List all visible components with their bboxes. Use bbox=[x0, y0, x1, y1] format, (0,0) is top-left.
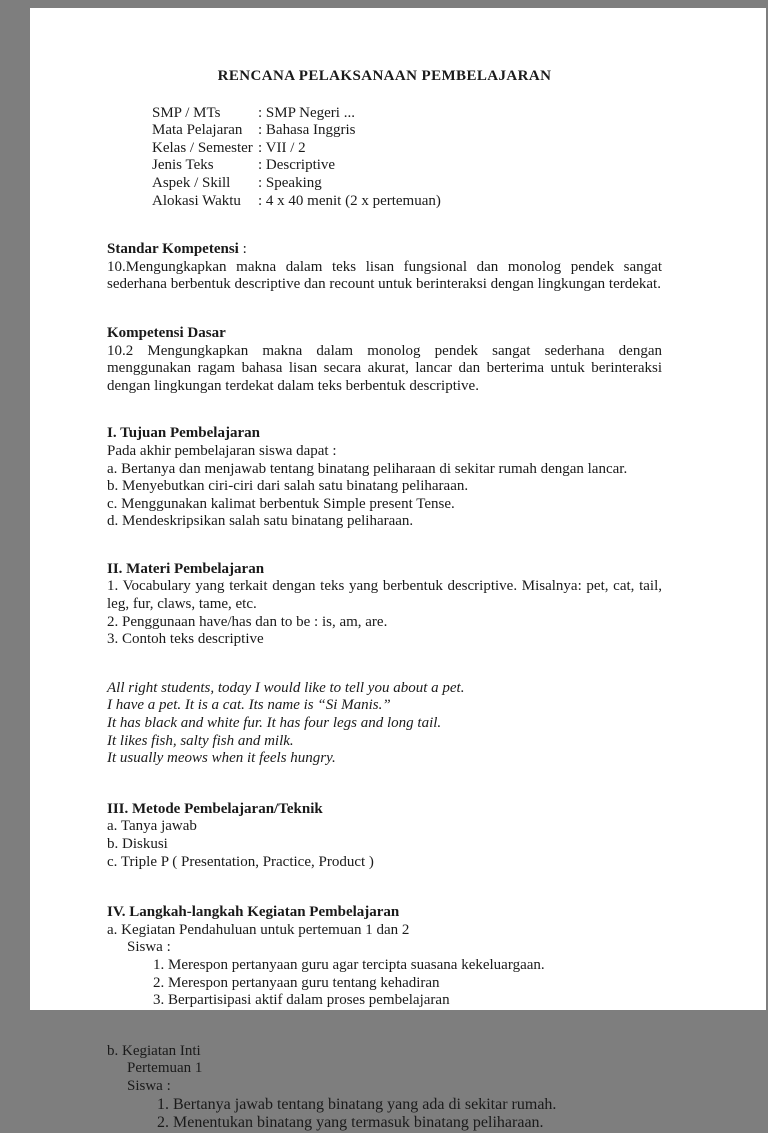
info-label: Jenis Teks bbox=[152, 157, 214, 174]
tujuan-intro: Pada akhir pembelajaran siswa dapat : bbox=[107, 442, 337, 459]
info-value: : Descriptive bbox=[258, 157, 336, 174]
tujuan-item: a. Bertanya dan menjawab tentang binatang peliharaan di sekitar rumah dengan lancar. bbox=[107, 460, 628, 477]
section-heading: II. Materi Pembelajaran bbox=[107, 560, 265, 577]
info-value: : SMP Negeri ... bbox=[258, 104, 355, 121]
metode-item: a. Tanya jawab bbox=[107, 818, 197, 835]
heading-suffix: : bbox=[238, 241, 247, 258]
section-heading: I. Tujuan Pembelajaran bbox=[107, 425, 260, 442]
section-standar-kompetensi bbox=[107, 241, 662, 294]
section-kompetensi-dasar bbox=[107, 325, 662, 395]
info-row-school bbox=[152, 105, 662, 123]
materi-item: 3. Contoh teks descriptive bbox=[107, 631, 264, 648]
info-row-skill bbox=[152, 175, 662, 193]
descriptive-text-example bbox=[107, 680, 662, 768]
example-line: It usually meows when it feels hungry. bbox=[107, 750, 336, 767]
document-page bbox=[30, 8, 766, 1132]
langkah-b-sub1: Pertemuan 1 bbox=[127, 1060, 203, 1077]
metode-item: c. Triple P ( Presentation, Practice, Product ) bbox=[107, 853, 374, 870]
info-value: : 4 x 40 menit (2 x pertemuan) bbox=[258, 192, 441, 209]
info-label: Mata Pelajaran bbox=[152, 122, 243, 139]
info-value: : Speaking bbox=[258, 174, 322, 191]
section-langkah bbox=[107, 904, 662, 1132]
example-line: It has black and white fur. It has four legs and long tail. bbox=[107, 715, 442, 732]
metode-item: b. Diskusi bbox=[107, 836, 168, 852]
tujuan-item: d. Mendeskripsikan salah satu binatang peliharaan. bbox=[107, 513, 414, 530]
document-title: RENCANA PELAKSANAAN PEMBELAJARAN bbox=[217, 68, 552, 84]
tujuan-item: c. Menggunakan kalimat berbentuk Simple present Tense. bbox=[107, 495, 455, 512]
info-label: Aspek / Skill bbox=[152, 174, 231, 191]
section-tujuan bbox=[107, 425, 662, 531]
info-label: Kelas / Semester bbox=[152, 139, 253, 156]
info-label: SMP / MTs bbox=[152, 104, 221, 121]
langkah-b-sub2: Siswa : bbox=[127, 1077, 171, 1094]
langkah-a-sub: Siswa : bbox=[127, 939, 171, 956]
tujuan-item: b. Menyebutkan ciri-ciri dari salah satu binatang peliharaan. bbox=[107, 478, 469, 495]
section-heading: III. Metode Pembelajaran/Teknik bbox=[107, 800, 323, 817]
section-metode bbox=[107, 801, 662, 871]
section-heading: Kompetensi Dasar bbox=[107, 324, 226, 341]
langkah-b-item: 1. Bertanya jawab tentang binatang yang ada di sekitar rumah. bbox=[157, 1095, 557, 1113]
example-line: I have a pet. It is a cat. Its name is “Si Manis.” bbox=[107, 697, 391, 714]
materi-item: 1. Vocabulary yang terkait dengan teks yang berbentuk descriptive. Misalnya: pet, cat, tail, leg, fur, claws, tame, etc. bbox=[107, 578, 662, 613]
section-heading-line bbox=[107, 241, 662, 259]
materi-item: 2. Penggunaan have/has dan to be : is, am, are. bbox=[107, 613, 388, 630]
langkah-a-item: 1. Merespon pertanyaan guru agar tercipta suasana kekeluargaan. bbox=[153, 956, 545, 973]
langkah-b-heading: b. Kegiatan Inti bbox=[107, 1042, 201, 1059]
info-row-class bbox=[152, 140, 662, 158]
section-heading: IV. Langkah-langkah Kegiatan Pembelajaran bbox=[107, 904, 400, 921]
info-row-subject bbox=[152, 122, 662, 140]
langkah-b-item: 2. Menentukan binatang yang termasuk binatang peliharaan. bbox=[157, 1114, 544, 1132]
section-body: 10.2 Mengungkapkan makna dalam monolog pendek sangat sederhana dengan menggunakan ragam bahasa lisan secara akurat, lancar dan berterima untuk berinteraksi dengan lingkungan terdekat dalam teks berbentuk descriptive. bbox=[107, 342, 662, 394]
info-row-time bbox=[152, 193, 662, 211]
langkah-a-item: 2. Merespon pertanyaan guru tentang kehadiran bbox=[153, 974, 440, 991]
header-info-block bbox=[152, 105, 662, 211]
section-materi bbox=[107, 561, 662, 768]
info-value: : VII / 2 bbox=[258, 139, 306, 156]
example-line: All right students, today I would like to tell you about a pet. bbox=[107, 679, 465, 696]
info-label: Alokasi Waktu bbox=[152, 192, 241, 209]
langkah-a-heading: a. Kegiatan Pendahuluan untuk pertemuan 1 dan 2 bbox=[107, 921, 410, 938]
example-line: It likes fish, salty fish and milk. bbox=[107, 732, 294, 749]
info-row-text-type bbox=[152, 157, 662, 175]
langkah-a-item: 3. Berpartisipasi aktif dalam proses pembelajaran bbox=[153, 992, 450, 1009]
section-body: 10.Mengungkapkan makna dalam teks lisan fungsional dan monolog pendek sangat sederhana berbentuk descriptive dan recount untuk berinteraksi dengan lingkungan terdekat. bbox=[107, 258, 662, 293]
section-heading: Standar Kompetensi bbox=[107, 241, 239, 258]
info-value: : Bahasa Inggris bbox=[258, 122, 356, 139]
